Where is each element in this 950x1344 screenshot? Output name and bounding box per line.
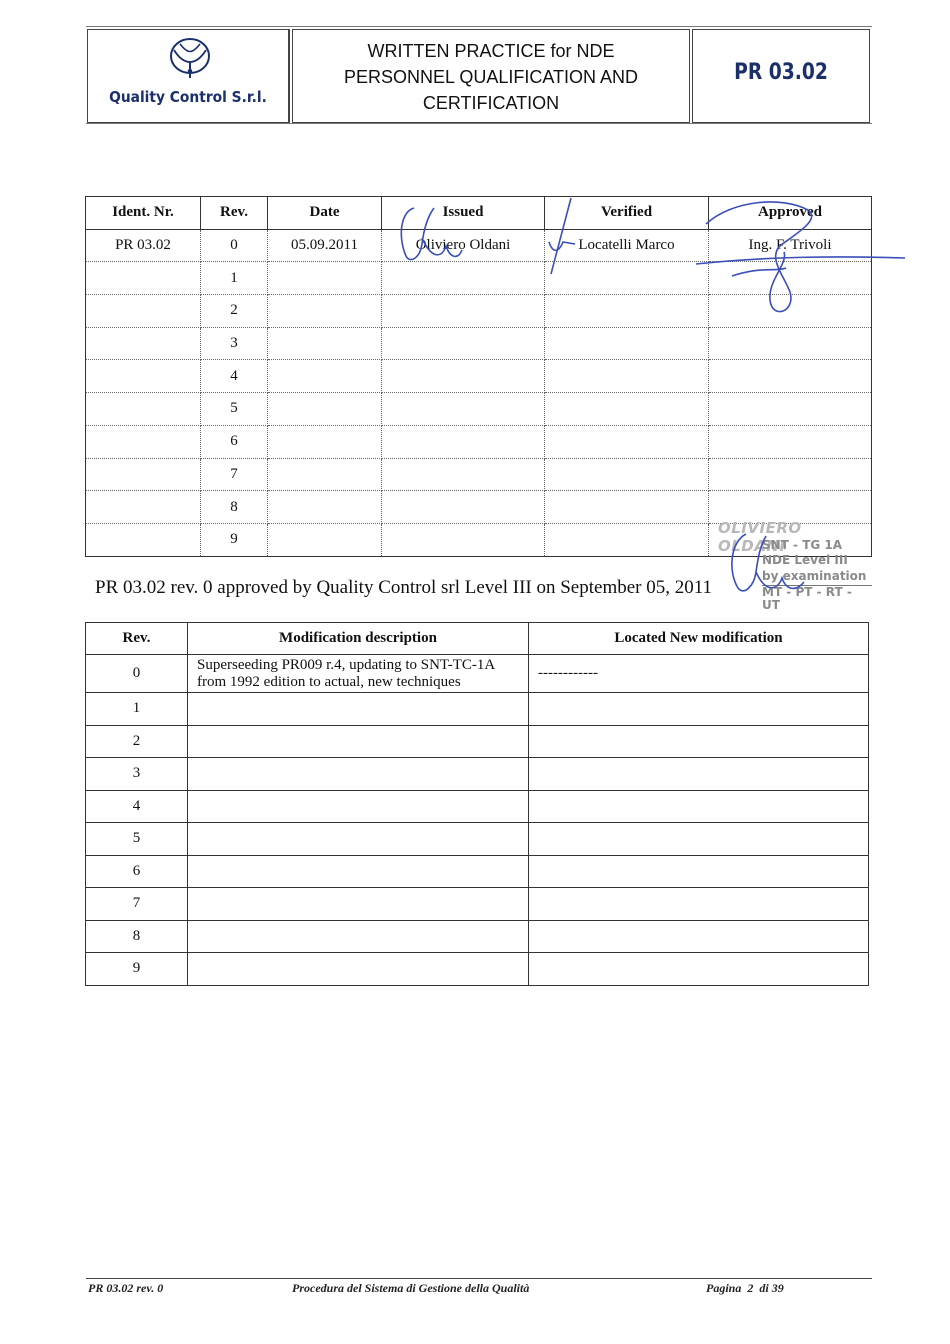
- table-row: [86, 823, 869, 856]
- col-rev: Rev.: [86, 623, 188, 655]
- rev-cell: 1: [86, 693, 188, 726]
- table-row: [86, 393, 872, 426]
- col-located: Located New modification: [529, 623, 869, 655]
- rev-cell: 0: [201, 229, 268, 262]
- table-row: [86, 425, 872, 458]
- revision-table-header: [86, 197, 872, 230]
- table-row: [86, 920, 869, 953]
- col-rev: Rev.: [201, 197, 268, 230]
- located-cell: ------------: [529, 655, 869, 693]
- col-verified: Verified: [545, 197, 709, 230]
- rev-cell: 2: [86, 725, 188, 758]
- approval-statement: PR 03.02 rev. 0 approved by Quality Control srl Level III on September 05, 2011: [95, 577, 713, 598]
- rev-cell: 6: [86, 855, 188, 888]
- col-description: Modification description: [188, 623, 529, 655]
- table-row: [86, 855, 869, 888]
- approved-cell: Ing. F. Trivoli: [709, 229, 872, 262]
- date-cell: 05.09.2011: [268, 229, 382, 262]
- table-row: [86, 360, 872, 393]
- table-row: [86, 953, 869, 986]
- col-issued: Issued: [382, 197, 545, 230]
- header-top-rule: [86, 26, 872, 27]
- table-row: [86, 790, 869, 823]
- col-ident: Ident. Nr.: [86, 197, 201, 230]
- footer-page-number: [706, 1281, 784, 1296]
- rev-cell: 4: [201, 360, 268, 393]
- level-three-stamp: [718, 519, 874, 612]
- table-row: [86, 295, 872, 328]
- stamp-line: SNT - TG 1A: [762, 538, 843, 552]
- header-bottom-rule: [86, 123, 872, 124]
- title-line-1: WRITTEN PRACTICE for NDE: [367, 41, 615, 61]
- stamp-name: OLIVIERO OLDANI: [718, 519, 802, 555]
- modification-table: [85, 622, 869, 986]
- footer-procedure-title: Procedura del Sistema di Gestione della Qualità: [292, 1281, 530, 1295]
- rev-cell: 9: [201, 523, 268, 556]
- rev-cell: 7: [201, 458, 268, 491]
- rev-cell: 8: [86, 920, 188, 953]
- document-title: [293, 38, 689, 116]
- stamp-line: NDE Level III: [762, 553, 848, 567]
- table-row: [86, 888, 869, 921]
- footer-rule: [86, 1278, 872, 1279]
- revision-table: [85, 196, 872, 557]
- header-code-cell: [692, 29, 870, 123]
- description-line: Superseeding PR009 r.4, updating to SNT-TC-1A: [197, 656, 496, 673]
- stamp-line: MT - PT - RT - UT: [762, 585, 872, 612]
- table-row: [86, 262, 872, 295]
- rev-cell: 8: [201, 491, 268, 524]
- table-row: [86, 725, 869, 758]
- rev-cell: 0: [86, 655, 188, 693]
- stamp-line: by examination: [762, 569, 867, 583]
- rev-cell: 6: [201, 425, 268, 458]
- table-row: [86, 655, 869, 693]
- rev-cell: 5: [86, 823, 188, 856]
- verified-cell: Locatelli Marco: [545, 229, 709, 262]
- table-row: [86, 229, 872, 262]
- company-name: Quality Control S.r.l.: [109, 88, 267, 106]
- header-logo-cell: [87, 29, 290, 123]
- rev-cell: 4: [86, 790, 188, 823]
- rev-cell: 7: [86, 888, 188, 921]
- table-row: [86, 458, 872, 491]
- document-code: PR 03.02: [734, 60, 828, 85]
- rev-cell: 9: [86, 953, 188, 986]
- title-line-3: CERTIFICATION: [422, 93, 560, 113]
- rev-cell: 5: [201, 393, 268, 426]
- page-total: 39: [771, 1281, 784, 1295]
- rev-cell: 3: [86, 758, 188, 791]
- table-row: [86, 693, 869, 726]
- rev-cell: 1: [201, 262, 268, 295]
- description-line: from 1992 edition to actual, new techniques: [197, 673, 461, 690]
- col-date: Date: [268, 197, 382, 230]
- modification-table-header: [86, 623, 869, 655]
- footer-doc-ref: PR 03.02 rev. 0: [88, 1281, 164, 1295]
- table-row: [86, 758, 869, 791]
- description-cell: [188, 655, 529, 693]
- issued-cell: Oliviero Oldani: [382, 229, 545, 262]
- page-label: Pagina: [706, 1281, 742, 1295]
- header-title-cell: [292, 29, 690, 123]
- page-sep: di: [759, 1281, 769, 1295]
- ident-cell: PR 03.02: [86, 229, 201, 262]
- rev-cell: 3: [201, 327, 268, 360]
- page-current: 2: [747, 1281, 754, 1295]
- company-logo-icon: [166, 36, 214, 80]
- col-approved: Approved: [709, 197, 872, 230]
- rev-cell: 2: [201, 295, 268, 328]
- title-line-2: PERSONNEL QUALIFICATION AND: [343, 67, 639, 87]
- table-row: [86, 327, 872, 360]
